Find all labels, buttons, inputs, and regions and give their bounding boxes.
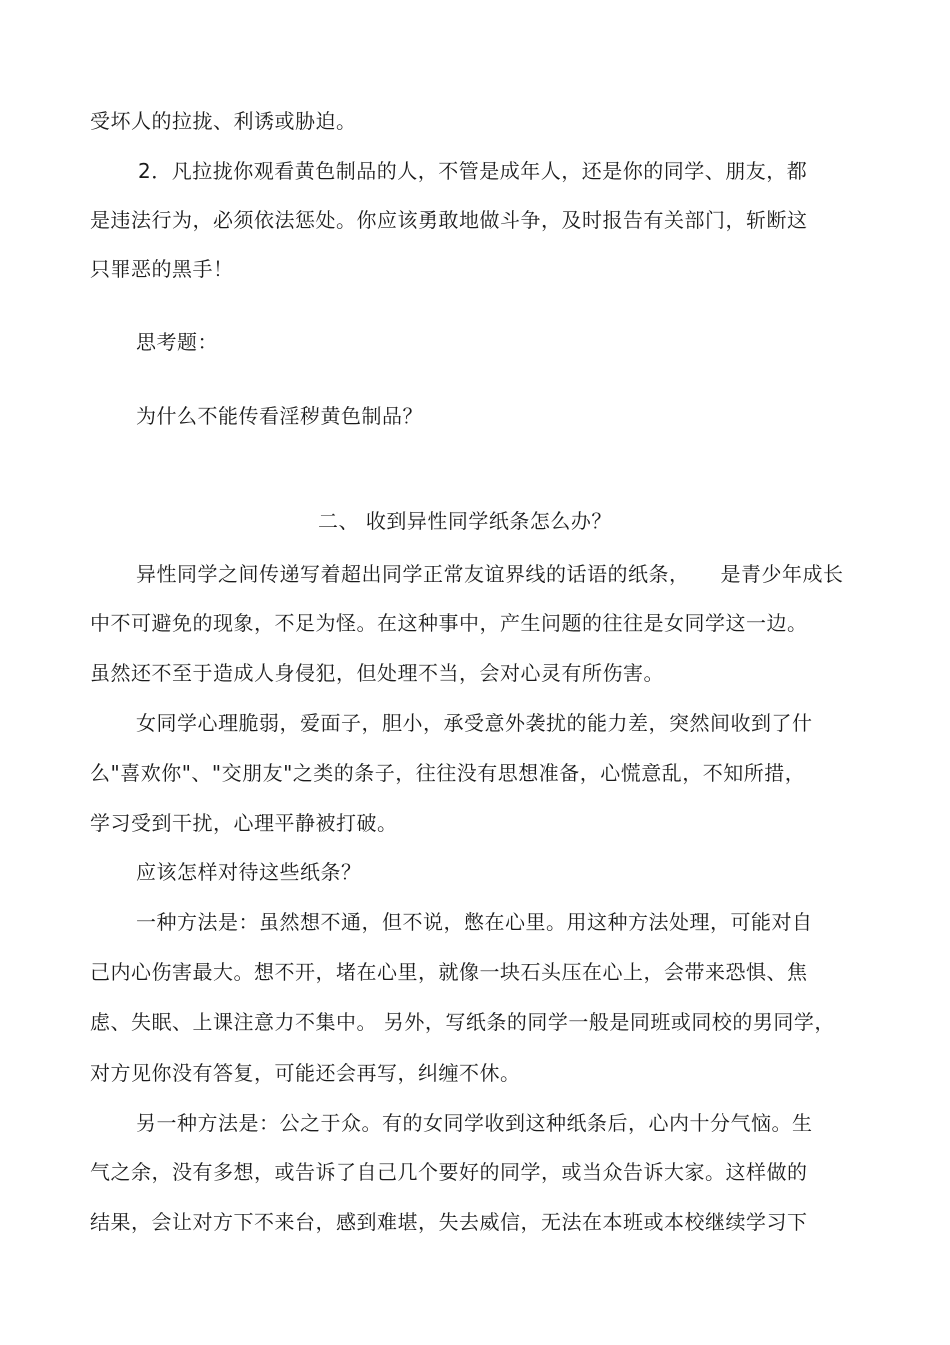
text-line: 一种方法是：虽然想不通，但不说，憋在心里。用这种方法处理，可能对自 <box>136 910 813 934</box>
text-line: 另一种方法是：公之于众。有的女同学收到这种纸条后，心内十分气恼。生 <box>136 1111 813 1135</box>
text-line: 虽然还不至于造成人身侵犯，但处理不当，会对心灵有所伤害。 <box>90 661 664 685</box>
text-line: 异性同学之间传递写着超出同学正常友谊界线的话语的纸条， 是青少年成长 <box>136 562 844 586</box>
text-line: 2．凡拉拢你观看黄色制品的人，不管是成年人，还是你的同学、朋友，都 <box>138 159 808 183</box>
section-heading: 二、 收到异性同学纸条怎么办？ <box>318 509 612 533</box>
text-line: 气之余，没有多想，或告诉了自己几个要好的同学，或当众告诉大家。这样做的 <box>90 1160 808 1184</box>
text-line: 受坏人的拉拢、利诱或胁迫。 <box>90 109 357 133</box>
text-line: 对方见你没有答复，可能还会再写，纠缠不休。 <box>90 1061 521 1085</box>
text-line: 己内心伤害最大。想不开，堵在心里，就像一块石头压在心上，会带来恐惧、焦 <box>90 960 808 984</box>
text-line: 女同学心理脆弱，爱面子，胆小，承受意外袭扰的能力差，突然间收到了什 <box>136 711 813 735</box>
text-line: 中不可避免的现象，不足为怪。在这种事中，产生问题的往往是女同学这一边。 <box>90 611 808 635</box>
text-line: 结果，会让对方下不来台，感到难堪，失去威信，无法在本班或本校继续学习下 <box>90 1210 808 1234</box>
text-line: 学习受到干扰，心理平静被打破。 <box>90 811 398 835</box>
text-line: 应该怎样对待这些纸条？ <box>136 860 362 884</box>
text-line: 虑、失眠、上课注意力不集中。 另外，写纸条的同学一般是同班或同校的男同学， <box>90 1010 835 1034</box>
section-label: 思考题： <box>136 330 218 354</box>
text-line: 么"喜欢你"、"交朋友"之类的条子，往往没有思想准备，心慌意乱，不知所措， <box>90 761 806 785</box>
text-line: 只罪恶的黑手！ <box>90 257 234 281</box>
text-line: 是违法行为，必须依法惩处。你应该勇敢地做斗争，及时报告有关部门，斩断这 <box>90 208 808 232</box>
question: 为什么不能传看淫秽黄色制品？ <box>136 404 423 428</box>
